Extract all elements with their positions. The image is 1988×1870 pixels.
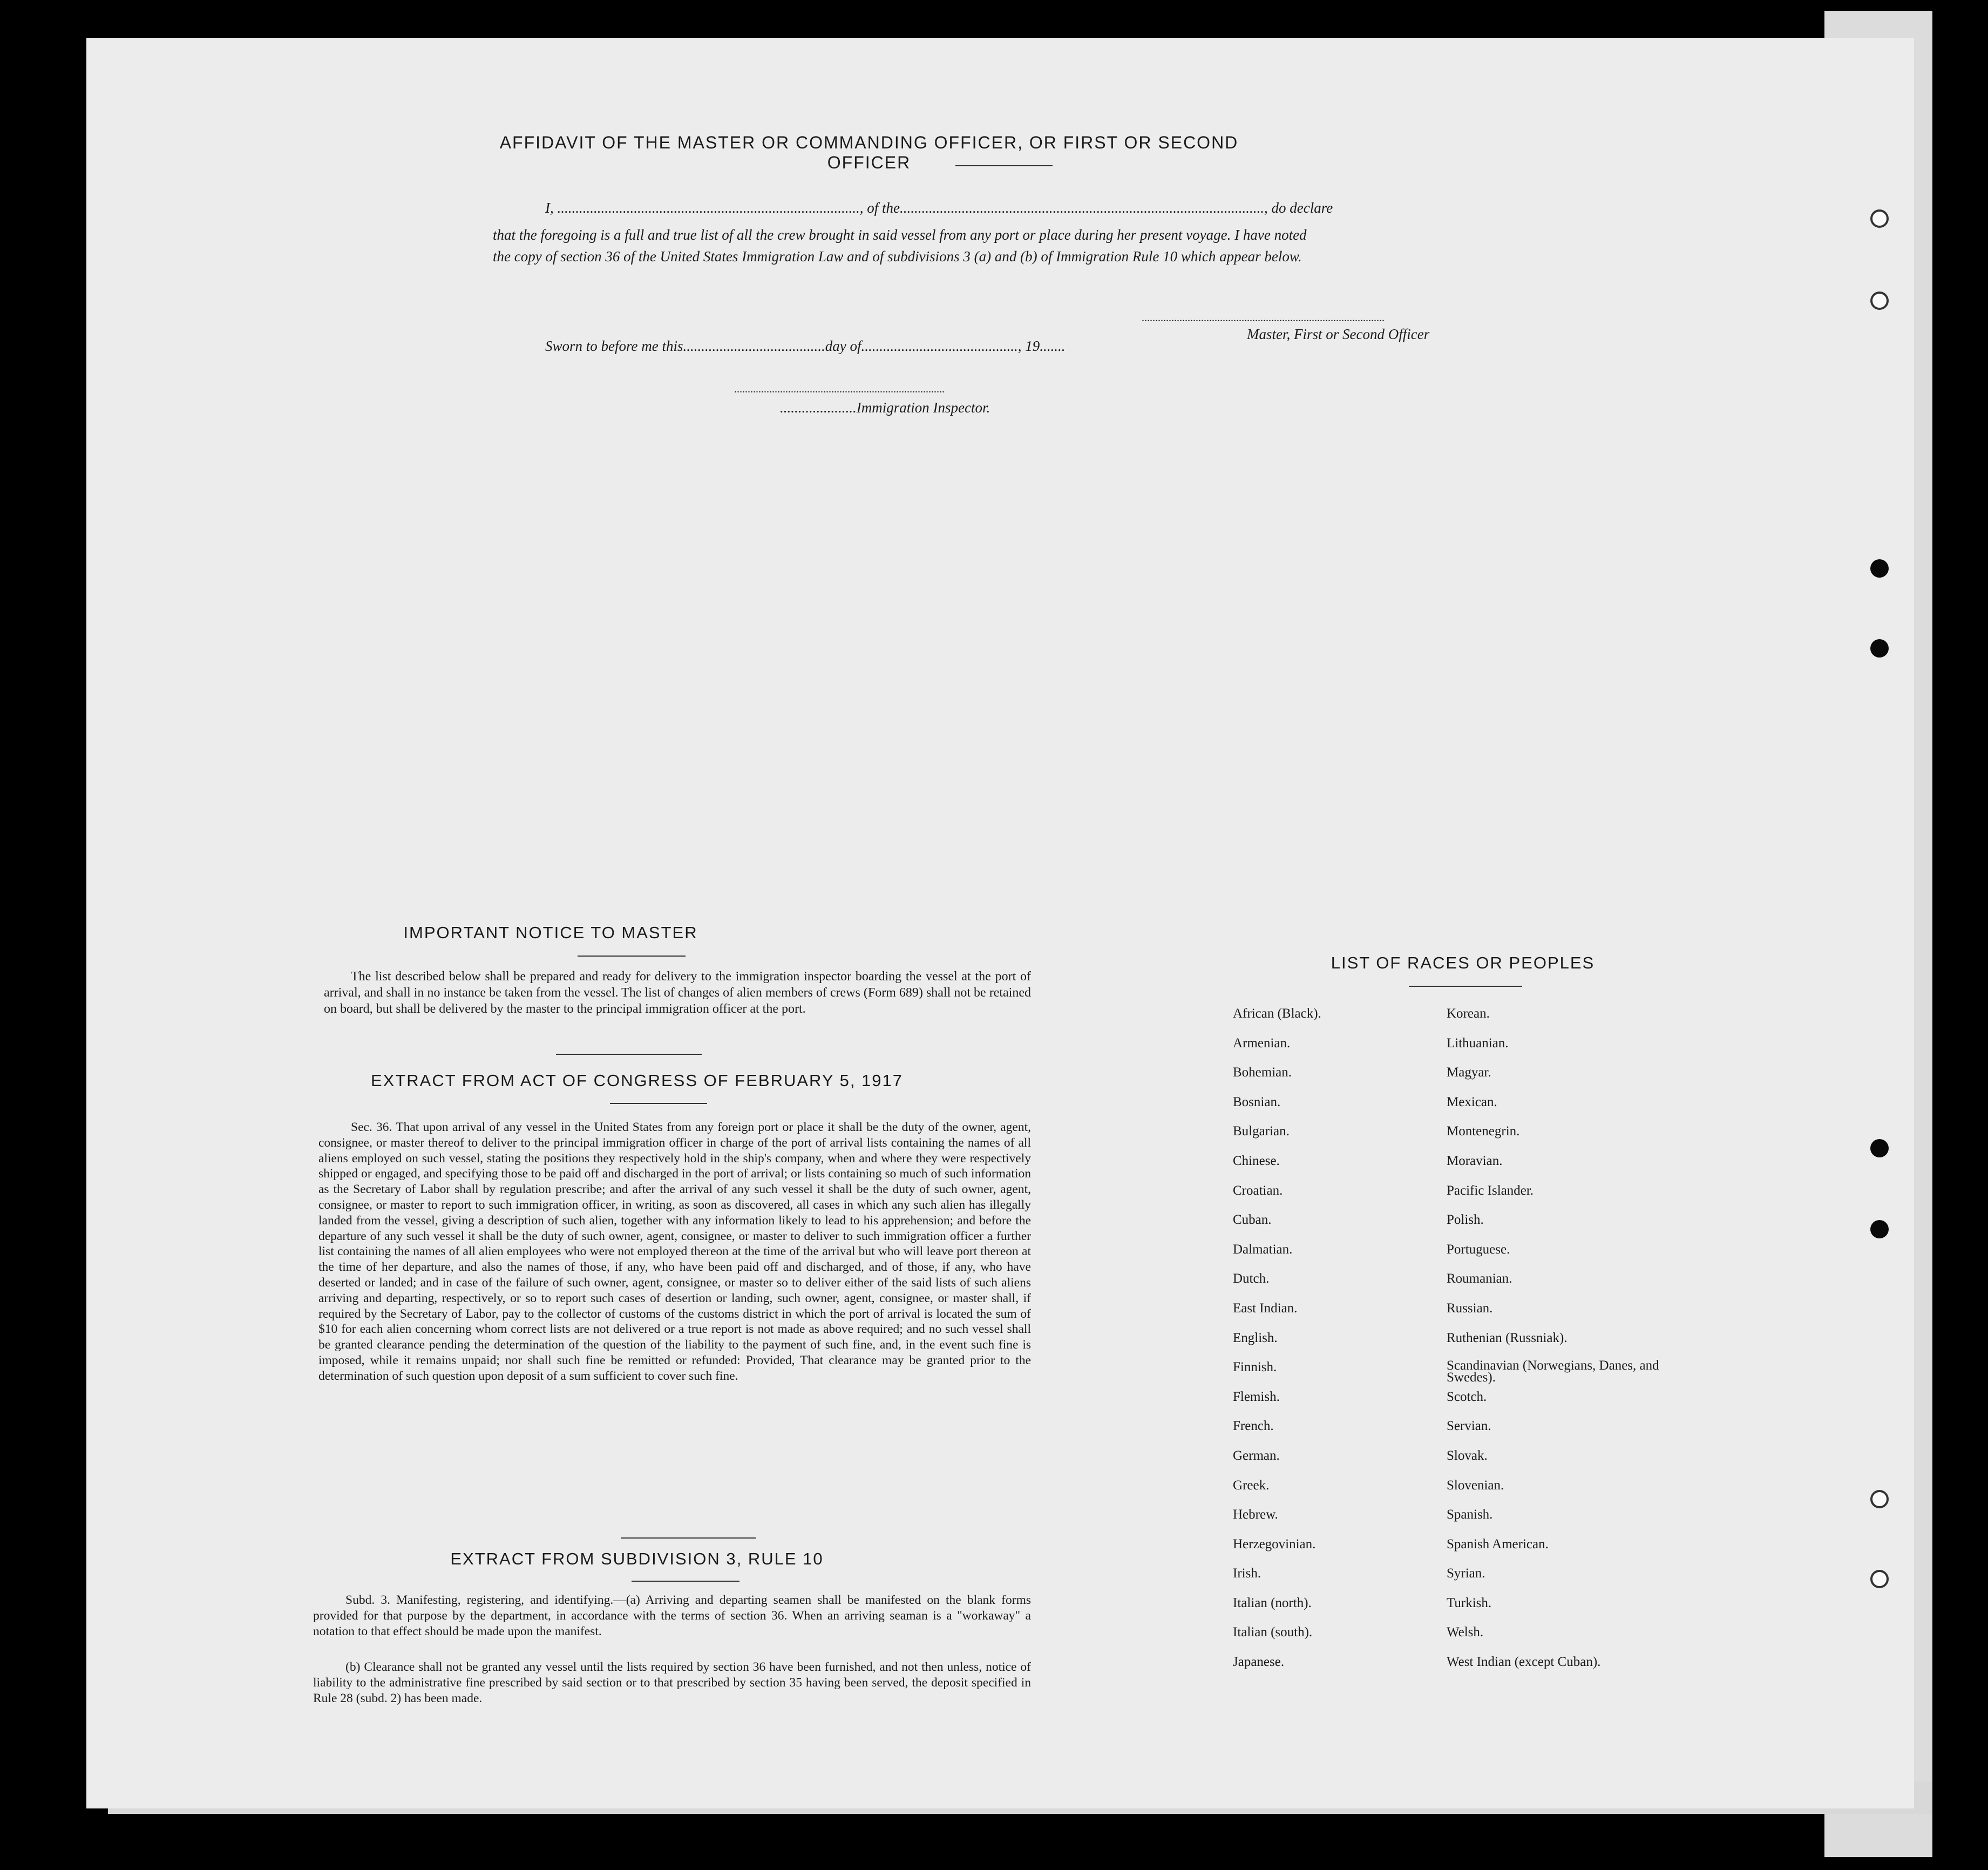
- binder-hole: [1870, 209, 1889, 228]
- race-item: Bulgarian.: [1233, 1124, 1290, 1139]
- races-title: LIST OF RACES OR PEOPLES: [1331, 953, 1595, 972]
- affidavit-line3: the copy of section 36 of the United States Immigration Law and of subdivisions 3 (a) and (b) of Immigration Rule 10 which appear below.: [493, 248, 1302, 265]
- inspector-signature-line: ..............................................................................: [734, 383, 945, 395]
- race-item: Dalmatian.: [1233, 1242, 1293, 1257]
- race-item: Russian.: [1447, 1300, 1493, 1316]
- sworn-line: Sworn to before me this.......................................day of..........................................., 19.......: [545, 338, 1066, 354]
- race-item: Chinese.: [1233, 1153, 1280, 1168]
- race-item: East Indian.: [1233, 1300, 1298, 1316]
- race-item: Finnish.: [1233, 1360, 1277, 1375]
- race-item: West Indian (except Cuban).: [1447, 1655, 1601, 1670]
- binder-hole: [1870, 1490, 1889, 1508]
- signature-line: ..........................................................................................: [1142, 312, 1385, 324]
- extract-rule-text-a: Subd. 3. Manifesting, registering, and identifying.—(a) Arriving and departing seamen shall be manifested on the blank forms provided for that purpose by the department, in accordance with the terms of section 36. When an arriving seaman is a "workaway" a notation to that effect should be made upon the manifest.: [313, 1593, 1031, 1638]
- extract-act-text: Sec. 36. That upon arrival of any vessel in the United States from any foreign port or place it shall be the duty of the owner, agent, consignee, or master thereof to deliver to the principal immigration officer in charge of the port of arrival lists containing the names of all aliens employed on such vessel, stating the positions they respectively hold in the ship's company, when and where they were respectively shipped or engaged, and specifying those to be paid off and discharged in the port of arrival; or lists containing so much of such information as the Secretary of Labor shall by regulation prescribe; and after the arrival of any such vessel it shall be the duty of such owner, agent, consignee, or master to report to such immigration officer, in writing, as soon as discovered, all cases in which any such alien has illegally landed from the vessel, giving a description of such alien, together with any information likely to lead to his apprehension; and before the departure of any such vessel it shall be the duty of such owner, agent, consignee, or master to deliver to such immigration officer a further list containing the names of all alien employees who were not employed thereon at the time of the arrival but who will leave port thereon at the time of her departure, and also the names of those, if any, who have been paid off and discharged, and of those, if any, who have deserted or landed; and in case of the failure of such owner, agent, consignee, or master so to deliver either of the said lists of such aliens arriving and departing, respectively, or so to report such cases of desertion or landing, such owner, agent, consignee, or master shall, if required by the Secretary of Labor, pay to the collector of customs of the customs district in which the port of arrival is located the sum of $10 for each alien concerning whom correct lists are not delivered or a true report is not made as above required; and no such vessel shall be granted clearance pending the determination of the question of the liability to the payment of such fine, and, in the event such fine is imposed, while it remains unpaid; nor shall such fine be remitted or refunded: Provided, That clearance may be granted prior to the determination of such question upon deposit of a sum sufficient to cover such fine.: [318, 1120, 1031, 1383]
- race-item: Bohemian.: [1233, 1065, 1292, 1080]
- race-item: Korean.: [1447, 1006, 1490, 1021]
- race-item: Lithuanian.: [1447, 1035, 1509, 1051]
- notice-rule: [578, 956, 686, 957]
- race-item: Mexican.: [1447, 1094, 1497, 1109]
- extract-rule-rule: [632, 1581, 739, 1582]
- race-item: Polish.: [1447, 1212, 1484, 1228]
- races-column-2: [1447, 1006, 1673, 1684]
- binder-hole: [1870, 1570, 1889, 1588]
- signature-label: Master, First or Second Officer: [1247, 326, 1430, 342]
- binder-hole: [1870, 1139, 1889, 1157]
- race-item: Dutch.: [1233, 1271, 1270, 1286]
- race-item: Cuban.: [1233, 1212, 1272, 1228]
- race-item: Magyar.: [1447, 1065, 1491, 1080]
- affidavit-title: AFFIDAVIT OF THE MASTER OR COMMANDING OFFICER, OR FIRST OR SECOND OFFICER: [499, 133, 1239, 172]
- binder-hole: [1870, 639, 1889, 658]
- race-item: English.: [1233, 1330, 1278, 1345]
- race-item: Servian.: [1447, 1419, 1491, 1434]
- binder-hole: [1870, 559, 1889, 578]
- race-item: Italian (south).: [1233, 1625, 1313, 1640]
- race-item: Ruthenian (Russniak).: [1447, 1330, 1568, 1345]
- rule-divider: [621, 1537, 756, 1539]
- race-item: Turkish.: [1447, 1595, 1492, 1610]
- race-item: German.: [1233, 1448, 1280, 1463]
- extract-act-title: EXTRACT FROM ACT OF CONGRESS OF FEBRUARY 5, 1917: [370, 1071, 904, 1090]
- notice-divider: [556, 1054, 702, 1055]
- extract-rule-title: EXTRACT FROM SUBDIVISION 3, RULE 10: [450, 1549, 824, 1568]
- race-item: Pacific Islander.: [1447, 1183, 1534, 1198]
- notice-title: IMPORTANT NOTICE TO MASTER: [403, 923, 698, 942]
- affidavit-line1: I, ..................................................................................., of the...................................................................................................., do declare: [545, 200, 1333, 216]
- race-item: Spanish American.: [1447, 1536, 1549, 1551]
- race-item: Slovak.: [1447, 1448, 1488, 1463]
- race-item: Greek.: [1233, 1478, 1270, 1493]
- race-item: Moravian.: [1447, 1153, 1503, 1168]
- race-item: French.: [1233, 1419, 1274, 1434]
- race-item: Italian (north).: [1233, 1595, 1312, 1610]
- races-column-1: [1233, 1006, 1406, 1684]
- binder-hole: [1870, 1220, 1889, 1238]
- race-item: Syrian.: [1447, 1566, 1485, 1581]
- binder-hole: [1870, 292, 1889, 310]
- race-item: Roumanian.: [1447, 1271, 1512, 1286]
- race-item: Montenegrin.: [1447, 1124, 1520, 1139]
- document-page: [86, 38, 1914, 1808]
- race-item: Armenian.: [1233, 1035, 1291, 1051]
- race-item: Hebrew.: [1233, 1507, 1278, 1522]
- inspector-label: .....................Immigration Inspector.: [780, 399, 990, 416]
- extract-act-rule: [610, 1103, 707, 1104]
- race-item: Spanish.: [1447, 1507, 1493, 1522]
- race-item: Scotch.: [1447, 1389, 1487, 1404]
- extract-rule-text-b: (b) Clearance shall not be granted any vessel until the lists required by section 36 have been furnished, and not then unless, notice of liability to the administrative fine prescribed by said section or to that prescribed by section 35 having been served, the deposit specified in Rule 28 (subd. 2) has been made.: [313, 1660, 1031, 1705]
- race-item: Welsh.: [1447, 1625, 1484, 1640]
- race-item: Flemish.: [1233, 1389, 1280, 1404]
- notice-text: The list described below shall be prepared and ready for delivery to the immigration inspector boarding the vessel at the port of arrival, and shall in no instance be taken from the vessel. The list of changes of alien members of crews (Form 689) shall not be retained on board, but shall be delivered by the master to the principal immigration officer at the port.: [324, 970, 1031, 1016]
- race-item: Croatian.: [1233, 1183, 1283, 1198]
- races-rule: [1409, 986, 1522, 987]
- race-item: Scandinavian (Norwegians, Danes, and Swedes).: [1447, 1358, 1659, 1385]
- affidavit-line2: that the foregoing is a full and true list of all the crew brought in said vessel from any port or place during her present voyage. I have noted: [493, 227, 1307, 243]
- race-item: Japanese.: [1233, 1655, 1285, 1670]
- race-item: Bosnian.: [1233, 1094, 1281, 1109]
- race-item: Slovenian.: [1447, 1478, 1504, 1493]
- race-item: Irish.: [1233, 1566, 1261, 1581]
- title-rule: [955, 165, 1053, 166]
- race-item: Herzegovinian.: [1233, 1536, 1316, 1551]
- race-item: African (Black).: [1233, 1006, 1321, 1021]
- race-item: Portuguese.: [1447, 1242, 1510, 1257]
